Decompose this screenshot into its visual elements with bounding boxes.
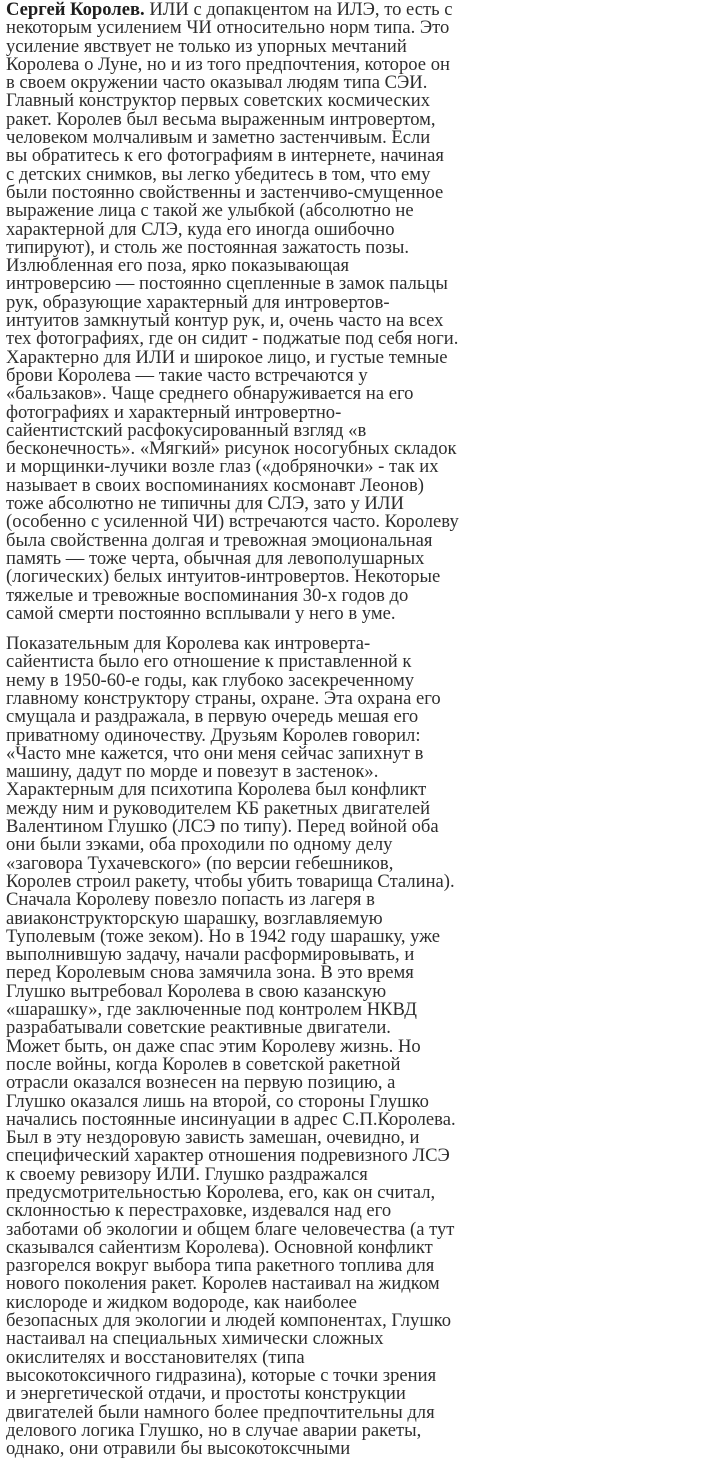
text-line: заботами об экологии и общем благе человечества (а тут — [6, 1218, 455, 1240]
text-line: (логических) белых интуитов-интровертов. Некоторые — [6, 566, 441, 588]
text-line: некоторым усилением ЧИ относительно норм типа. Это — [6, 17, 450, 39]
text-line: разгорелся вокруг выбора типа ракетного топлива для — [6, 1255, 435, 1277]
text-line: вы обратитесь к его фотографиям в интернете, начиная — [6, 145, 444, 167]
text-line: сказывался сайентизм Королева). Основной конфликт — [6, 1236, 433, 1258]
text-line: нового поколения ракет. Королев настаивал на жидком — [6, 1273, 440, 1295]
text-line: в своем окружении часто оказывал людям типа СЭИ. — [6, 72, 428, 94]
text-line: Был в эту нездоровую зависть замешан, очевидно, и — [6, 1127, 420, 1149]
text-line: настаивал на специальных химически сложных — [6, 1328, 384, 1350]
text-line: «бальзаков». Чаще среднего обнаруживается на его — [6, 383, 414, 405]
text-line: с детских снимков, вы легко убедитесь в том, что ему — [6, 163, 431, 185]
text-line: «Часто мне кажется, что они меня сейчас запихнут в — [6, 742, 424, 764]
text-line: начались постоянные инсинуации в адрес С.П.Королева. — [6, 1108, 456, 1130]
text-line: перед Королевым снова замячила зона. В это время — [6, 962, 414, 984]
text-line: приватному одиночеству. Друзьям Королев говорил: — [6, 724, 421, 746]
text-line: называет в своих воспоминаниях космонавт Леонов) — [6, 474, 424, 496]
text-line: ракет. Королев был весьма выраженным интровертом, — [6, 108, 436, 130]
text-line: (особенно с усиленной ЧИ) встречаются часто. Королеву — [6, 511, 459, 533]
text-line: Валентином Глушко (ЛСЭ по типу). Перед войной оба — [6, 816, 439, 838]
lead-heading: Сергей Королев. — [6, 0, 145, 20]
text-line: типируют), и столь же постоянная зажатость позы. — [6, 236, 410, 258]
text-line: нему в 1950-60-е годы, как глубоко засекреченному — [6, 669, 415, 691]
text-line: безопасных для экологии и людей компонентах, Глушко — [6, 1310, 452, 1332]
text-line: разрабатывали советские реактивные двигатели. — [6, 1017, 391, 1039]
text-line: Туполевым (тоже зеком). Но в 1942 году шарашку, уже — [6, 925, 441, 947]
text-line: Может быть, он даже спас этим Королеву жизнь. Но — [6, 1035, 421, 1057]
text-line: тех фотографиях, где он сидит - поджатые под себя ноги. — [6, 328, 459, 350]
text-line: смущала и раздражала, в первую очередь мешая его — [6, 706, 419, 728]
text-line: высокотоксичного гидразина), которые с точки зрения — [6, 1364, 437, 1386]
text-line: брови Королева — такие часто встречаются у — [6, 364, 368, 386]
text-line: выполнившую задачу, начали расформировывать, и — [6, 944, 415, 966]
text-line-content: ИЛИ с допакцентом на ИЛЭ, то есть с — [144, 0, 453, 20]
text-line: были постоянно свойственны и застенчиво-смущенное — [6, 181, 444, 203]
article-paragraph — [6, 0, 718, 623]
text-line: усиление явствует не только из упорных мечтаний — [6, 35, 407, 57]
text-line: Глушко оказался лишь на второй, со стороны Глушко — [6, 1090, 429, 1112]
text-line: окислителях и восстановителях (типа — [6, 1346, 305, 1368]
text-line: характерной для СЛЭ, куда его иногда ошибочно — [6, 218, 395, 240]
text-line: однако, они отравили бы высокотоксчными — [6, 1438, 351, 1459]
text-line: между ним и руководителем КБ ракетных двигателей — [6, 797, 431, 819]
text-line: интроверсию — постоянно сцепленные в замок пальцы — [6, 273, 448, 295]
text-line: человеком молчаливым и заметно застенчивым. Если — [6, 127, 431, 149]
text-line: главному конструктору страны, охране. Эта охрана его — [6, 687, 441, 709]
text-line: они были зэками, оба проходили по одному делу — [6, 834, 393, 856]
text-line: тяжелые и тревожные воспоминания 30-х годов до — [6, 584, 409, 606]
text-line: специфический характер отношения подревизного ЛСЭ — [6, 1145, 450, 1167]
text-line: «заговора Тухачевского» (по версии гебешников, — [6, 852, 394, 874]
text-line: Характерно для ИЛИ и широкое лицо, и густые темные — [6, 346, 448, 368]
article-body — [6, 0, 718, 1458]
text-line: и энергетической отдачи, и простоты конструкции — [6, 1383, 406, 1405]
text-line: интуитов замкнутый контур рук, и, очень часто на всех — [6, 310, 444, 332]
article-paragraph — [6, 635, 718, 1458]
text-line: бесконечность». «Мягкий» рисунок носогубных складок — [6, 438, 457, 460]
text-line: двигателей были намного более предпочтительны для — [6, 1401, 435, 1423]
text-line: «шарашку», где заключенные под контролем НКВД — [6, 999, 417, 1021]
text-line: Сначала Королеву повезло попасть из лагеря в — [6, 889, 375, 911]
text-line: фотографиях и характерный интровертно- — [6, 401, 342, 423]
text-line: авиаконструкторскую шарашку, возглавляемую — [6, 907, 383, 929]
text-line: Глушко вытребовал Королева в свою казанскую — [6, 980, 387, 1002]
text-line: Королева о Луне, но и из того предпочтения, которое он — [6, 53, 450, 75]
text-line: Характерным для психотипа Королева был конфликт — [6, 779, 427, 801]
text-line: была свойственна долгая и тревожная эмоциональная — [6, 529, 433, 551]
text-line: сайентиста было его отношение к приставленной к — [6, 651, 412, 673]
text-line: рук, образующие характерный для интровертов- — [6, 291, 390, 313]
text-line: самой смерти постоянно всплывали у него в уме. — [6, 602, 396, 624]
text-line: отрасли оказался вознесен на первую позицию, а — [6, 1072, 396, 1094]
text-line: к своему ревизору ИЛИ. Глушко раздражался — [6, 1163, 368, 1185]
text-line: память — тоже черта, обычная для левополушарных — [6, 547, 425, 569]
text-line: кислороде и жидком водороде, как наиболее — [6, 1291, 357, 1313]
text-line: Главный конструктор первых советских космических — [6, 90, 431, 112]
text-line: после войны, когда Королев в советской ракетной — [6, 1053, 401, 1075]
text-line: сайентистский расфокусированный взгляд «в — [6, 419, 367, 441]
text-line: Королев строил ракету, чтобы убить товарища Сталина). — [6, 870, 455, 892]
text-line: и морщинки-лучики возле глаз («добряночки» - так их — [6, 456, 439, 478]
text-line: тоже абсолютно не типичны для СЛЭ, зато у ИЛИ — [6, 493, 404, 515]
text-line: Излюбленная его поза, ярко показывающая — [6, 255, 350, 277]
text-line: Показательным для Королева как интроверта- — [6, 633, 371, 655]
text-line: склонностью к перестраховке, издевался над его — [6, 1200, 392, 1222]
text-line: делового логика Глушко, но в случае аварии ракеты, — [6, 1419, 422, 1441]
text-line: выражение лица с такой же улыбкой (абсолютно не — [6, 200, 414, 222]
text-line: предусмотрительностью Королева, его, как он считал, — [6, 1182, 436, 1203]
text-line: машину, дадут по морде и повезут в застенок». — [6, 761, 379, 783]
